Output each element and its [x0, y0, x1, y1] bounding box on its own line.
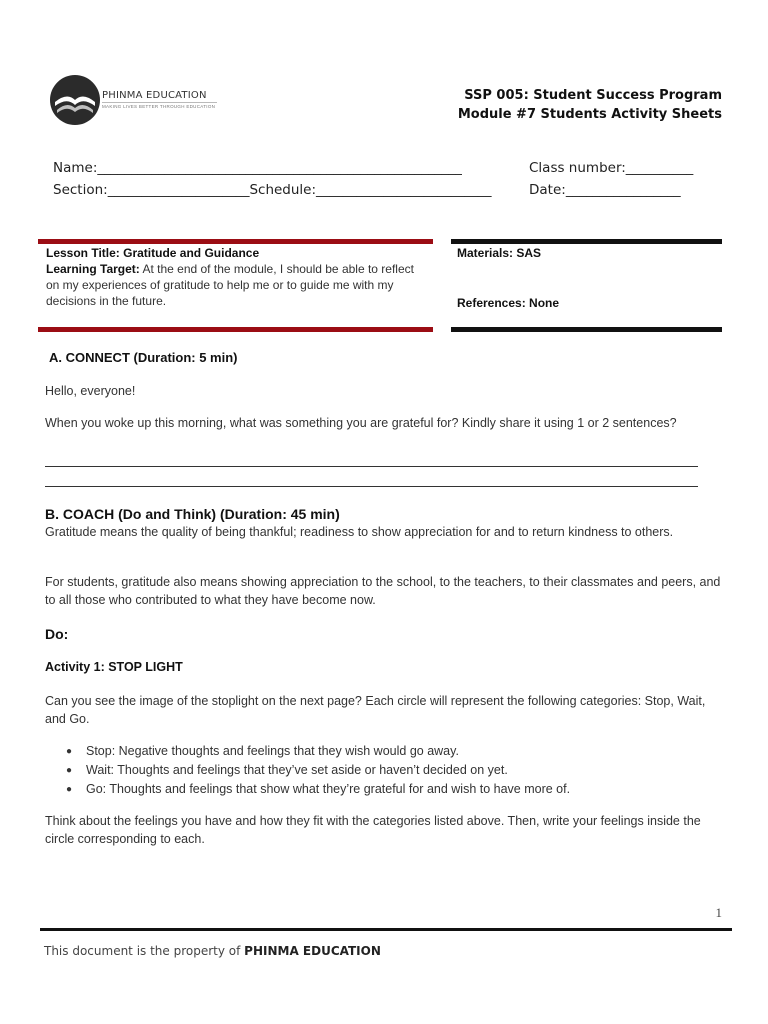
property-org: PHINMA EDUCATION [244, 944, 381, 958]
property-text: This document is the property of [44, 944, 245, 958]
org-name: PHINMA EDUCATION [102, 90, 207, 101]
do-label: Do: [45, 626, 69, 642]
gratitude-students: For students, gratitude also means showing appreciation to the school, to the teachers, to their classmates and peers, and to all those who contributed to what they have become now. [45, 575, 721, 607]
greeting-text: Hello, everyone! [45, 384, 136, 398]
page-number: 1 [715, 905, 722, 920]
lesson-top-rule [38, 239, 433, 244]
references-label: References: None [457, 296, 560, 310]
activity-title: Activity 1: STOP LIGHT [45, 660, 183, 674]
list-item-go: ● Go: Thoughts and feelings that show what they’re grateful for and wish to have more of. [66, 780, 570, 799]
section-schedule-field[interactable]: Section:_____________________Schedule:__________________________ [53, 182, 492, 198]
learning-target-text: At the end of the module, I should be able to reflect on my experiences of gratitude to help me or to guide me with my decisions in the future. [46, 262, 414, 308]
coach-heading: B. COACH (Do and Think) (Duration: 45 min) [45, 506, 340, 522]
answer-line-1[interactable] [45, 466, 698, 467]
connect-question: When you woke up this morning, what was something you are grateful for? Kindly share it using 1 or 2 sentences? [45, 416, 677, 430]
footer-property [44, 944, 381, 958]
activity-intro: Can you see the image of the stoplight on the next page? Each circle will represent the following categories: Stop, Wait, and Go. [45, 694, 706, 726]
document-header [458, 86, 722, 124]
list-item-stop: ● Stop: Negative thoughts and feelings that they wish would go away. [66, 742, 570, 761]
materials-bottom-rule [451, 327, 722, 332]
closing-instruction: Think about the feelings you have and how they fit with the categories listed above. Then, write your feelings inside the circle corresponding to each. [45, 814, 701, 846]
list-item-wait: ● Wait: Thoughts and feelings that they’ve set aside or haven’t decided on yet. [66, 761, 570, 780]
lesson-title: Lesson Title: Gratitude and Guidance [46, 246, 260, 260]
name-field[interactable]: Name:______________________________________________________ [53, 160, 462, 176]
answer-line-2[interactable] [45, 486, 698, 487]
materials-label: Materials: SAS [457, 246, 542, 260]
lesson-info [46, 245, 426, 309]
class-number-field[interactable]: Class number:__________ [529, 160, 694, 176]
category-list [66, 742, 570, 799]
materials-top-rule [451, 239, 722, 244]
gratitude-definition: Gratitude means the quality of being thankful; readiness to show appreciation for and to return kindness to others. [45, 525, 674, 539]
module-title: Module #7 Students Activity Sheets [457, 107, 722, 122]
course-title: SSP 005: Student Success Program [464, 88, 722, 103]
connect-heading: A. CONNECT (Duration: 5 min) [49, 350, 238, 365]
learning-target-label: Learning Target: [46, 262, 140, 276]
footer-rule [40, 928, 732, 931]
org-tagline: MAKING LIVES BETTER THROUGH EDUCATION [102, 104, 216, 109]
lesson-bottom-rule [38, 327, 433, 332]
date-field[interactable]: Date:_________________ [529, 182, 681, 198]
